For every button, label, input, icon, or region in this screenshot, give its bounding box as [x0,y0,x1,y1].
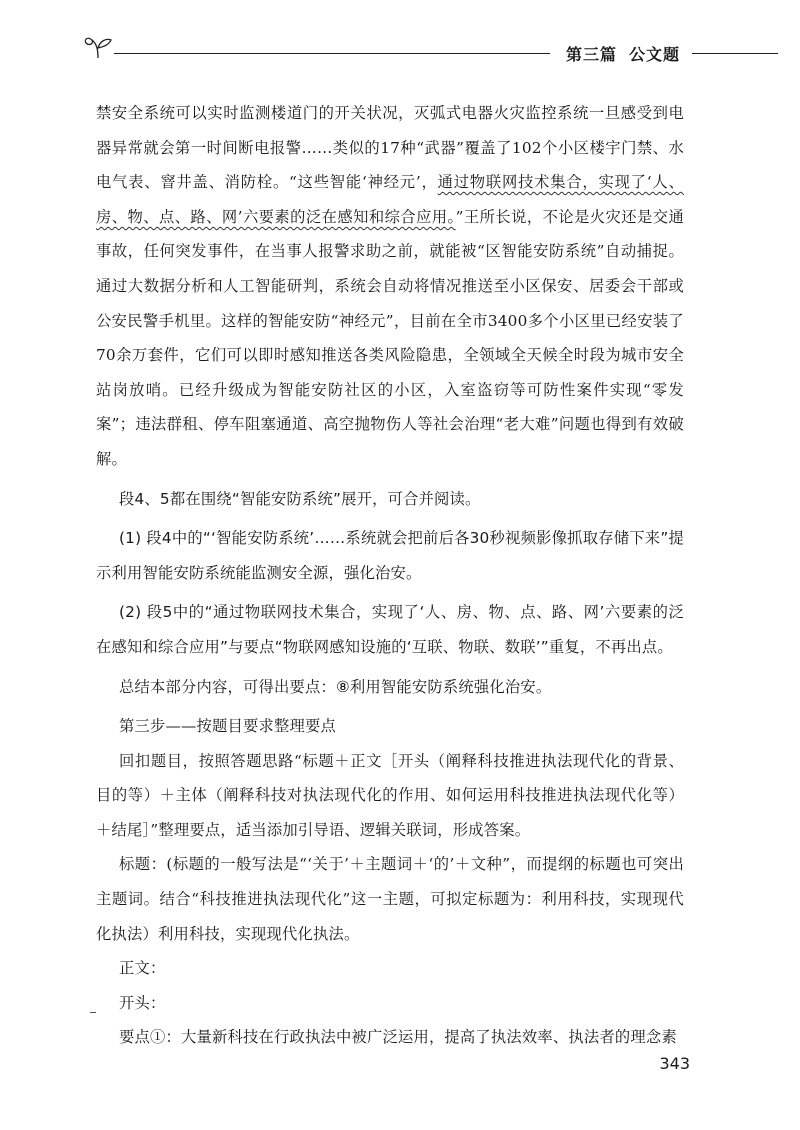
paragraph-8: 标题：(标题的一般写法是“‘关于’＋主题词＋‘的’＋文种”，而提纲的标题也可突出主题词。结合“科技推进执法现代化”这一主题，可拟定标题为：利用科技，实现现代化执法）利用科技，实现现代化执法。 [96,855,684,943]
paragraph-4: (2) 段5中的“通过物联网技术集合，实现了‘人、房、物、点、路、网’六要素的泛在感知和综合应用”与要点“物联网感知设施的‘互联、物联、数联’”重复，不再出点。 [96,603,684,656]
paragraph-5: 总结本部分内容，可得出要点：⑧利用智能安防系统强化治安。 [119,677,552,696]
running-header [84,34,778,64]
paragraph-3: (1) 段4中的“‘智能安防系统’……系统就会把前后各30秒视频影像抓取存储下来”提示利用智能安防系统能监测安全源，强化治安。 [96,529,684,582]
margin-mark [90,1012,96,1013]
paragraph-11: 要点①：大量新科技在行政执法中被广泛运用，提高了执法效率、执法者的理念素 [119,1028,677,1047]
header-rule-right [692,53,778,54]
page-number: 343 [659,1054,690,1073]
header-section: 第三篇 [565,45,617,64]
page-body [96,96,684,1055]
paragraph-2: 段4、5都在围绕“智能安防系统”展开，可合并阅读。 [119,489,481,508]
paragraph-9: 正文： [119,959,166,978]
step-heading: 第三步——按题目要求整理要点 [119,717,336,736]
header-title [554,42,680,65]
paragraph-1 [96,96,684,477]
paragraph-7: 回扣题目，按照答题思路“标题＋正文［开头（阐释科技推进执法现代化的背景、目的等）＋主体（阐释科技对执法现代化的作用、如何运用科技推进执法现代化等）＋结尾］”整理要点，适当添加引导语、逻辑关联词，形成答案。 [96,751,684,839]
sprout-icon [84,34,120,60]
header-topic: 公文题 [628,45,680,64]
paragraph-1-text-a: 禁安全系统可以实时监测楼道门的开关状况，灭弧式电器火灾监控系统一旦感受到电器异常就会第一时间断电报警……类似的17种“武器”覆盖了102个小区楼宇门禁、水电气表、窨井盖、消防栓。“这些智能‘神经元’， [96,104,684,192]
paragraph-10: 开头： [119,993,166,1012]
header-rule-left [114,53,550,54]
paragraph-1-text-b: ”王所长说，不论是火灾还是交通事故，任何突发事件，在当事人报警求助之前，就能被“区智能安防系统”自动捕捉。通过大数据分析和人工智能研判，系统会自动将情况推送至小区保安、居委会干部或公安民警手机里。这样的智能安防“神经元”，目前在全市3400多个小区里已经安装了70余万套件，它们可以即时感知推送各类风险隐患，全领域全天候全时段为城市安全站岗放哨。已经升级成为智能安防社区的小区，入室盗窃等可防性案件实现“零发案”；违法群租、停车阻塞通道、高空抛物伤人等社会治理“老大难”问题也得到有效破解。 [96,207,684,468]
wavy-underline-text: 通过物联网技术集合，实现了‘人、房、物、点、路、网’六要素的泛在感知和综合应用。 [96,173,684,226]
